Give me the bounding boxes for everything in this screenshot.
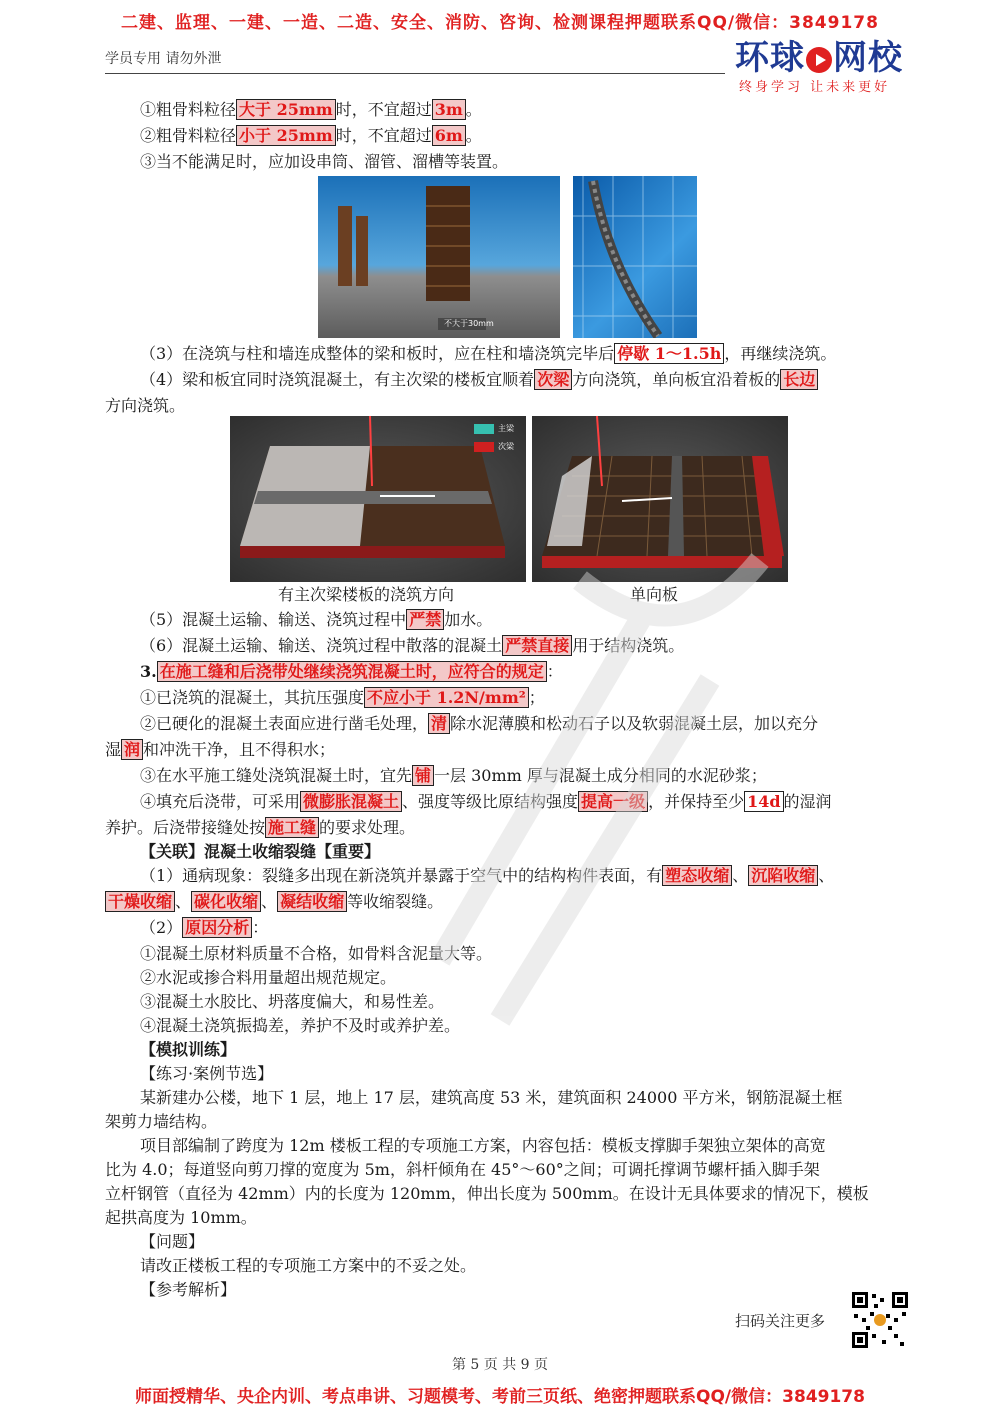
highlight: 长边 — [780, 369, 818, 390]
text-line: ③混凝土水胶比、坍落度偏大，和易性差。 — [140, 992, 445, 1011]
highlight: 6m — [432, 125, 466, 146]
highlight: 停歇 1～1.5h — [614, 343, 724, 364]
column-illustration — [318, 176, 560, 338]
student-note: 学员专用 请勿外泄 — [105, 51, 222, 67]
text-line: 比为 4.0；每道竖向剪刀撑的宽度为 5m，斜杆倾角在 45°～60°之间；可调托撑调节螺杆插入脚手架 — [105, 1160, 820, 1179]
text-line: ④填充后浇带，可采用 微膨胀混凝土 、强度等级比原结构强度 提高一级 ，并保持至少 14d 的湿润 — [140, 792, 832, 811]
column-formwork-image — [318, 176, 560, 338]
legend-secondary-beam: 次梁 — [498, 442, 514, 451]
chute-image — [573, 176, 697, 338]
section-heading: 【模拟训练】 — [140, 1040, 237, 1059]
text-line: （3）在浇筑与柱和墙连成整体的梁和板时，应在柱和墙浇筑完毕后 停歇 1～1.5h ，再继续浇筑。 — [140, 344, 837, 363]
highlight: 干燥收缩 — [105, 891, 175, 912]
header-rule — [105, 73, 725, 74]
highlight: 3m — [432, 99, 466, 120]
play-icon — [806, 47, 832, 73]
highlight: 沉陷收缩 — [748, 865, 818, 886]
text-line: 【参考解析】 — [140, 1280, 237, 1299]
highlight: 碳化收缩 — [191, 891, 261, 912]
text-line: ①混凝土原材料质量不合格，如骨料含泥量大等。 — [140, 944, 493, 963]
image-label: 不大于30mm — [444, 319, 494, 328]
highlight: 润 — [121, 739, 143, 760]
highlight: 小于 25mm — [236, 125, 336, 146]
text-line: ③在水平施工缝处浇筑混凝土时，宜先 铺 一层 30mm 厚与混凝土成分相同的水泥砂浆； — [140, 766, 767, 785]
highlight: 在施工缝和后浇带处继续浇筑混凝土时，应符合的规定 — [157, 661, 547, 682]
text-line: （5）混凝土运输、输送、浇筑过程中 严禁 加水。 — [140, 610, 493, 629]
text-line: 3. 在施工缝和后浇带处继续浇筑混凝土时，应符合的规定 ： — [140, 662, 563, 681]
qr-code-icon[interactable] — [850, 1290, 910, 1350]
section-heading: 【关联】混凝土收缩裂缝【重要】 — [140, 842, 381, 861]
scan-prompt: 扫码关注更多 — [735, 1312, 826, 1330]
highlight: 不应小于 1.2N/mm² — [364, 687, 529, 708]
legend-main-beam: 主梁 — [498, 424, 514, 433]
text-line: ②粗骨料粒径 小于 25mm 时，不宜超过 6m 。 — [140, 126, 482, 145]
text-line: 方向浇筑。 — [105, 396, 186, 415]
text-line: 【练习·案例节选】 — [140, 1064, 274, 1083]
text-line: ②已硬化的混凝土表面应进行凿毛处理， 清 除水泥薄膜和松动石子以及软弱混凝土层，加以充分 — [140, 714, 819, 733]
text-line: 某新建办公楼，地下 1 层，地上 17 层，建筑高度 53 米，建筑面积 24000 平方米，钢筋混凝土框 — [140, 1088, 843, 1107]
highlight: 施工缝 — [265, 817, 319, 838]
highlight: 次梁 — [534, 369, 572, 390]
chute-illustration — [573, 176, 697, 338]
highlight: 清 — [428, 713, 450, 734]
highlight: 14d — [744, 791, 783, 812]
text-line: （6）混凝土运输、输送、浇筑过程中散落的混凝土 严禁直接 用于结构浇筑。 — [140, 636, 685, 655]
text-line: 【问题】 — [140, 1232, 205, 1251]
text-line: 湿 润 和冲洗干净，且不得积水； — [105, 740, 336, 759]
text-line: （2） 原因分析 ： — [140, 918, 269, 937]
highlight: 凝结收缩 — [277, 891, 347, 912]
watermark-graphic — [380, 500, 800, 1060]
bottom-banner: 师面授精华、央企内训、考点串讲、习题模考、考前三页纸、绝密押题联系QQ/微信：3849178 — [135, 1387, 865, 1407]
text-line: ④混凝土浇筑振捣差，养护不及时或养护差。 — [140, 1016, 461, 1035]
text-line: 项目部编制了跨度为 12m 楼板工程的专项施工方案，内容包括：模板支撑脚手架独立架体的高宽 — [140, 1136, 826, 1155]
highlight: 塑态收缩 — [662, 865, 732, 886]
text-line: 起拱高度为 10mm。 — [105, 1208, 257, 1227]
image-caption-right: 单向板 — [630, 585, 679, 604]
text-line: ③当不能满足时，应加设串筒、溜管、溜槽等装置。 — [140, 152, 509, 171]
text-line: ①已浇筑的混凝土，其抗压强度 不应小于 1.2N/mm² ； — [140, 688, 545, 707]
highlight: 铺 — [412, 765, 434, 786]
brand-logo — [735, 40, 920, 100]
text-line: ②水泥或掺合料用量超出规范规定。 — [140, 968, 397, 987]
highlight: 提高一级 — [578, 791, 648, 812]
highlight: 大于 25mm — [236, 99, 336, 120]
highlight: 严禁 — [406, 609, 444, 630]
highlight: 微膨胀混凝土 — [300, 791, 402, 812]
highlight: 原因分析 — [182, 917, 252, 938]
text-line: 立杆钢管（直径为 42mm）内的长度为 120mm，伸出长度为 500mm。在设计无具体要求的情况下，模板 — [105, 1184, 869, 1203]
text-line: ①粗骨料粒径 大于 25mm 时，不宜超过 3m 。 — [140, 100, 482, 119]
highlight: 严禁直接 — [502, 635, 572, 656]
logo-wordmark: 环球 网校 — [735, 38, 903, 78]
page-number: 第 5 页 共 9 页 — [451, 1357, 549, 1373]
text-line: （4）梁和板宜同时浇筑混凝土，有主次梁的楼板宜顺着 次梁 方向浇筑，单向板宜沿着板的 长边 — [140, 368, 818, 392]
text-line: 养护。后浇带接缝处按 施工缝 的要求处理。 — [105, 818, 416, 837]
image-caption-left: 有主次梁楼板的浇筑方向 — [278, 585, 455, 604]
text-line: 干燥收缩 、 碳化收缩 、 凝结收缩 等收缩裂缝。 — [105, 890, 443, 914]
text-line: （1）通病现象：裂缝多出现在新浇筑并暴露于空气中的结构构件表面，有 塑态收缩 、 沉陷收缩 、 — [140, 866, 835, 885]
text-line: 架剪力墙结构。 — [105, 1112, 218, 1131]
text-line: 请改正楼板工程的专项施工方案中的不妥之处。 — [140, 1256, 477, 1275]
logo-slogan: 终身学习 让未来更好 — [739, 80, 891, 95]
top-banner: 二建、监理、一建、一造、二造、安全、消防、咨询、检测课程押题联系QQ/微信：3849178 — [121, 13, 879, 33]
